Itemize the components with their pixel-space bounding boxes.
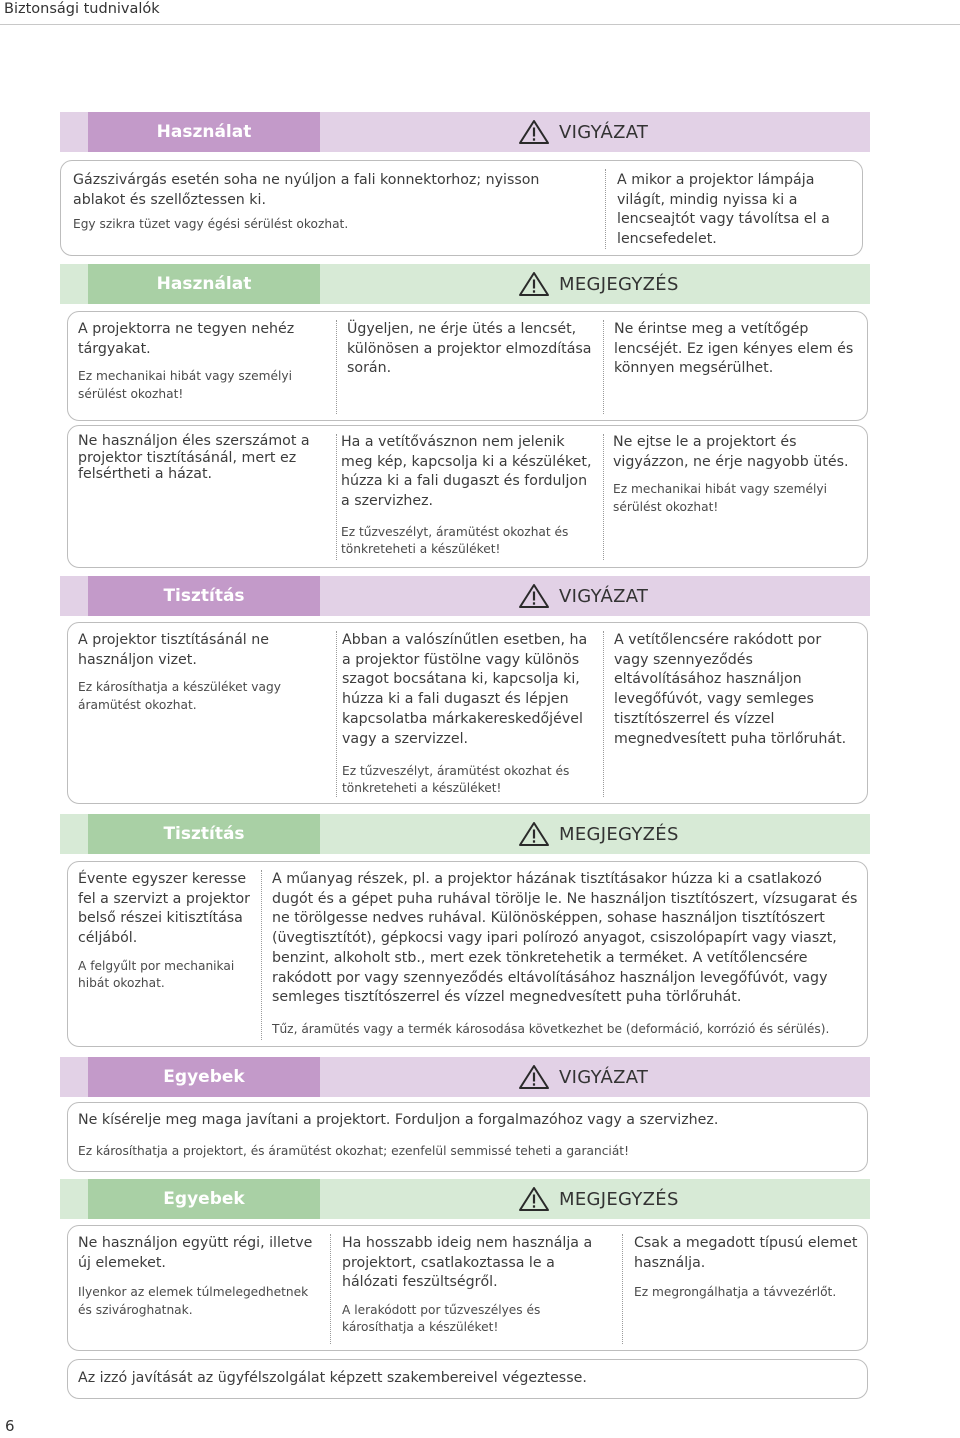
cell-note-text: Tűz, áramütés vagy a termék károsodása következhet be (deformáció, korrózió és sérülés). <box>272 1021 830 1036</box>
content-cell <box>272 870 860 1038</box>
warning-triangle-icon <box>518 583 550 609</box>
cell-note-text: A lerakódott por tűzveszélyes és károsíthatja a készüléket! <box>342 1303 541 1335</box>
cell-note-text: Ez mechanikai hibát vagy személyi sérülést okozhat! <box>78 369 292 401</box>
cell-note-text: Ez károsíthatja a készüléket vagy áramütést okozhat. <box>78 680 281 712</box>
warning-triangle-icon <box>518 1186 550 1212</box>
column-divider <box>603 434 604 560</box>
section-header-tisztitas-megjegyzes <box>60 814 870 854</box>
column-divider <box>622 1234 623 1344</box>
cell-main-text: Az izzó javítását az ügyfélszolgálat képzett szakembereivel végeztesse. <box>78 1370 587 1386</box>
content-cell <box>613 433 863 516</box>
content-cell <box>78 320 323 403</box>
column-divider <box>603 631 604 797</box>
column-divider <box>336 320 337 414</box>
page-header-title: Biztonsági tudnivalók <box>4 1 160 17</box>
section-box-hasznalat-megjegyzes-1 <box>67 311 868 421</box>
cell-note-text: A felgyűlt por mechanikai hibát okozhat. <box>78 958 235 991</box>
content-cell <box>341 433 597 558</box>
content-cell <box>78 870 253 992</box>
warning-triangle-icon <box>518 1064 550 1090</box>
cell-main-text: Ügyeljen, ne érje ütés a lencsét, különösen a projektor elmozdítása során. <box>347 321 592 377</box>
content-cell <box>342 631 598 798</box>
content-cell <box>78 631 328 714</box>
section-label <box>518 814 679 854</box>
cell-main-text: Ha a vetítővásznon nem jelenik meg kép, kapcsolja ki a készüléket, húzza ki a fali dugaszt és forduljon a szervizhez. <box>341 434 592 510</box>
section-header-egyebek-vigyazat <box>60 1057 870 1097</box>
section-header-tisztitas-vigyazat <box>60 576 870 616</box>
cell-main-text: A műanyag részek, pl. a projektor házának tisztításakor húzza ki a csatlakozó dugót és a gépet puha ruhával törölje le. Ne használjon tisztítószert, vízsugarat és ne törölgesse nedves ruhával. Különösképpen, sohase használjon tisztítószert (üvegtisztítót), gépkocsi vagy ipari polírozó anyagot, csiszolópapírt vagy viaszt, benzint, alkoholt stb., mert ezek tönkretehetik a terméket. A vetítőlencsére rakódott por vagy szennyeződés eltávolításához használjon levegőfúvót, vagy semleges tisztítószerrel és vízzel megnedvesített puha törlőruhát. <box>272 871 858 1006</box>
cell-main-text: Ne használjon együtt régi, illetve új elemeket. <box>78 1235 313 1271</box>
cell-main-text: Ne érintse meg a vetítőgép lencséjét. Ez igen kényes elem és könnyen megsérülhet. <box>614 321 854 377</box>
cell-note-text: Ez tűzveszélyt, áramütést okozhat és tönkreteheti a készüléket! <box>342 764 570 796</box>
section-label <box>518 576 648 616</box>
cell-note-text: Ez mechanikai hibát vagy személyi sérülést okozhat! <box>613 482 827 514</box>
section-header-egyebek-megjegyzes <box>60 1179 870 1219</box>
cell-note-text: Ilyenkor az elemek túlmelegedhetnek és szivároghatnak. <box>78 1285 309 1317</box>
section-tab: Egyebek <box>88 1179 320 1219</box>
section-tab: Tisztítás <box>88 576 320 616</box>
content-cell <box>634 1234 858 1302</box>
section-tab: Tisztítás <box>88 814 320 854</box>
section-box-tisztitas-vigyazat <box>67 622 868 804</box>
content-cell <box>617 171 847 250</box>
cell-main-text: Ha hosszabb ideig nem használja a projektort, csatlakoztassa le a hálózati feszültségről. <box>342 1235 593 1291</box>
section-box-hasznalat-megjegyzes-2 <box>67 425 868 568</box>
section-label-text: VIGYÁZAT <box>559 585 649 607</box>
warning-triangle-icon <box>518 119 550 145</box>
content-cell <box>78 1111 858 1160</box>
content-cell <box>73 171 593 234</box>
column-divider <box>330 1234 331 1344</box>
cell-main-text: A vetítőlencsére rakódott por vagy szennyeződés eltávolításához használjon levegőfúvót, vagy semleges tisztítószerrel és vízzel megnedvesített puha törlőruhát. <box>614 632 847 747</box>
cell-note-text: Ez károsíthatja a projektort, és áramütést okozhat; ezenfelül semmissé teheti a garanciát! <box>78 1143 629 1158</box>
content-cell <box>78 433 328 483</box>
column-divider <box>336 631 337 797</box>
section-box-tisztitas-megjegyzes <box>67 861 868 1047</box>
section-tab: Használat <box>88 112 320 152</box>
content-cell <box>347 320 595 379</box>
section-box-hasznalat-vigyazat <box>60 160 863 256</box>
section-label <box>518 1057 648 1097</box>
section-label <box>518 112 648 152</box>
cell-note-text: Egy szikra tüzet vagy égési sérülést okozhat. <box>73 217 349 232</box>
content-cell <box>78 1234 322 1319</box>
section-header-hasznalat-megjegyzes <box>60 264 870 304</box>
cell-main-text: Ne ejtse le a projektort és vigyázzon, ne érje nagyobb ütés. <box>613 434 849 470</box>
cell-main-text: Abban a valószínűtlen esetben, ha a projektor füstölne vagy különös szagot bocsátana ki, kapcsolja ki, húzza ki a fali dugaszt és lépjen kapcsolatba márkakereskedőjével vagy a szervizzel. <box>342 632 588 747</box>
cell-main-text: Csak a megadott típusú elemet használja. <box>634 1235 858 1271</box>
section-tab: Használat <box>88 264 320 304</box>
cell-main-text: Ne használjon éles szerszámot a projektor tisztításánál, mert ez felsértheti a házat. <box>78 433 310 482</box>
cell-main-text: Gázszivárgás esetén soha ne nyúljon a fali konnektorhoz; nyisson ablakot és szellőztessen ki. <box>73 172 540 208</box>
section-label-text: MEGJEGYZÉS <box>559 1188 679 1210</box>
content-cell <box>614 631 852 749</box>
section-label-text: VIGYÁZAT <box>559 121 649 143</box>
page-number: 6 <box>5 1417 15 1435</box>
section-box-egyebek-vigyazat <box>67 1102 868 1172</box>
section-box-egyebek-megjegyzes-2 <box>67 1359 868 1399</box>
section-label-text: VIGYÁZAT <box>559 1066 649 1088</box>
warning-triangle-icon <box>518 821 550 847</box>
cell-main-text: A mikor a projektor lámpája világít, mindig nyissa ki a lencseajtót vagy távolítsa el a lencsefedelet. <box>617 172 830 248</box>
warning-triangle-icon <box>518 271 550 297</box>
cell-main-text: A projektorra ne tegyen nehéz tárgyakat. <box>78 321 295 357</box>
cell-main-text: Ne kísérelje meg maga javítani a projektort. Forduljon a forgalmazóhoz vagy a szervizhez. <box>78 1112 719 1128</box>
header-divider <box>0 24 960 25</box>
section-label <box>518 264 679 304</box>
section-label-text: MEGJEGYZÉS <box>559 273 679 295</box>
column-divider <box>605 169 606 249</box>
content-cell <box>78 1369 858 1389</box>
section-label <box>518 1179 679 1219</box>
cell-main-text: A projektor tisztításánál ne használjon vizet. <box>78 632 269 668</box>
section-header-hasznalat-vigyazat <box>60 112 870 152</box>
content-cell <box>614 320 862 379</box>
cell-main-text: Évente egyszer keresse fel a szervizt a projektor belső részei kitisztítása céljából. <box>78 871 251 947</box>
section-box-egyebek-megjegyzes-1 <box>67 1225 868 1351</box>
cell-note-text: Ez tűzveszélyt, áramütést okozhat és tönkreteheti a készüléket! <box>341 524 569 557</box>
column-divider <box>603 320 604 414</box>
column-divider <box>336 434 337 560</box>
content-cell <box>342 1234 612 1337</box>
section-tab: Egyebek <box>88 1057 320 1097</box>
column-divider <box>261 870 262 1040</box>
cell-note-text: Ez megrongálhatja a távvezérlőt. <box>634 1285 837 1300</box>
section-label-text: MEGJEGYZÉS <box>559 823 679 845</box>
